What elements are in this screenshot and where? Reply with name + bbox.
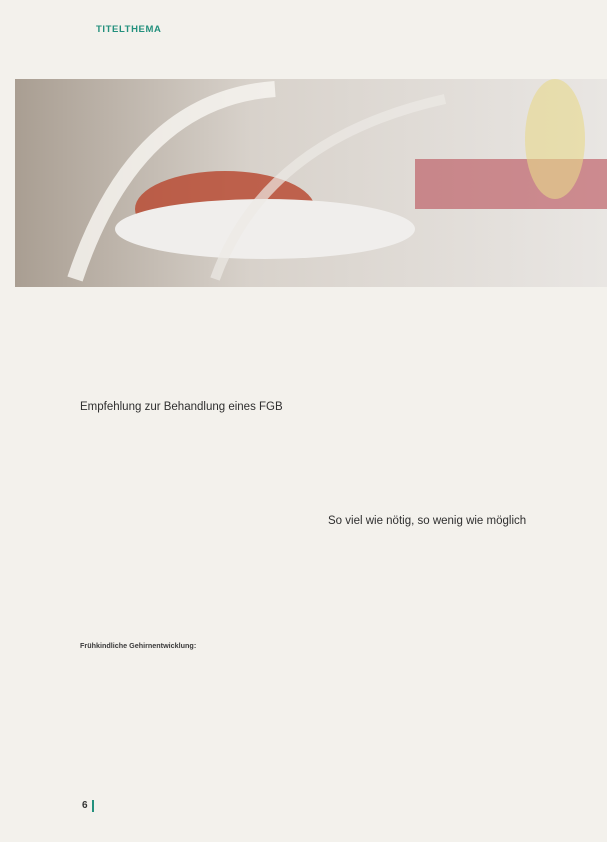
page-number: 6 bbox=[82, 800, 88, 811]
incubator-infant-image bbox=[15, 79, 607, 287]
heading-so-viel: So viel wie nötig, so wenig wie möglich bbox=[328, 515, 527, 527]
left-column bbox=[80, 316, 312, 651]
paragraph-block bbox=[80, 421, 312, 641]
right-column bbox=[328, 316, 562, 535]
subheading-gehirnentwicklung: Frühkindliche Gehirnentwicklung: bbox=[80, 640, 197, 650]
heading-empfehlung: Empfehlung zur Behandlung eines FGB bbox=[80, 401, 283, 413]
hero-photo bbox=[15, 79, 607, 287]
footer-accent-bar bbox=[92, 800, 94, 812]
section-label: TITELTHEMA bbox=[96, 24, 162, 35]
paragraph-block-right bbox=[328, 316, 562, 502]
intro-paragraph bbox=[80, 316, 312, 388]
